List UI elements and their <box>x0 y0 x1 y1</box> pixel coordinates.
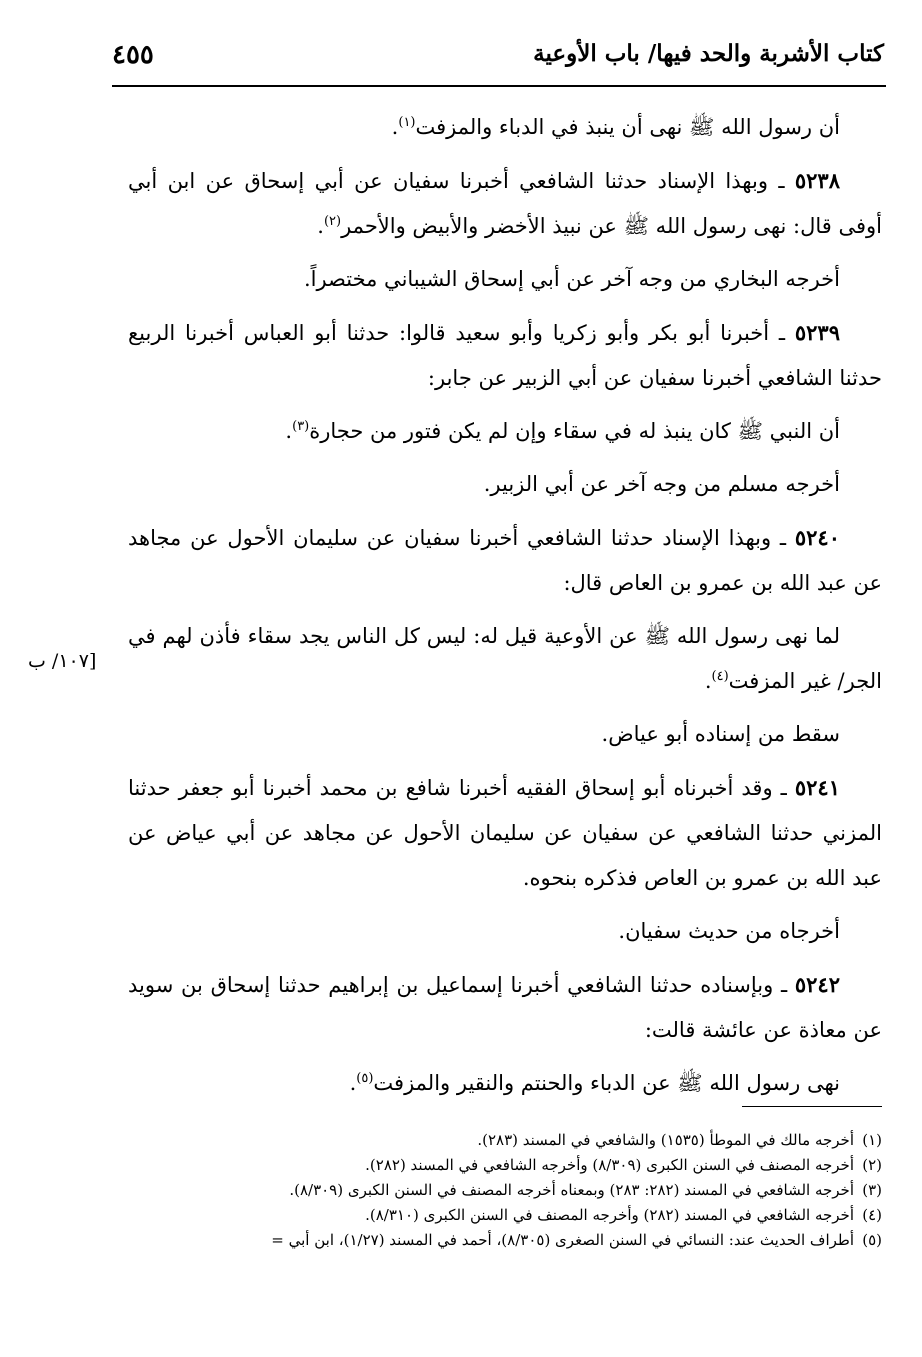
hadith-entry-5240: ٥٢٤٠ ـ وبهذا الإسناد حدثنا الشافعي أخبرنا سفيان عن سليمان الأحول عن مجاهد عن عبد الله بن عمرو بن العاص قال: <box>128 525 882 595</box>
footnote: (٤)أخرجه الشافعي في المسند (٢٨٢) وأخرجه المصنف في السنن الكبرى (٨/٣١٠). <box>365 1206 882 1224</box>
hadith-entry-5241: ٥٢٤١ ـ وقد أخبرناه أبو إسحاق الفقيه أخبرنا شافع بن محمد أخبرنا أبو جعفر حدثنا المزني حدثنا الشافعي عن سفيان عن سليمان الأحول عن مجاهد عن أبي عياض عن عبد الله بن عمرو بن العاص فذكره بنحوه. <box>128 775 882 890</box>
hadith-text: أن النبي ﷺ كان ينبذ له في سقاء وإن لم يكن فتور من حجارة$^{(٣)}$. <box>285 419 840 443</box>
footnote-ref[interactable]: (٤) <box>711 669 729 684</box>
hadith-entry-5239: ٥٢٣٩ ـ أخبرنا أبو بكر وأبو زكريا وأبو سعيد قالوا: حدثنا أبو العباس أخبرنا الربيع حدثنا الشافعي أخبرنا سفيان عن أبي الزبير عن جابر: <box>128 320 882 390</box>
commentary: أخرجه البخاري من وجه آخر عن أبي إسحاق الشيباني مختصراً. <box>303 267 840 291</box>
commentary: سقط من إسناده أبو عياض. <box>601 722 840 746</box>
hadith-text: نهى رسول الله ﷺ عن الدباء والحنتم والنقير والمزفت$^{(٥)}$. <box>349 1071 840 1095</box>
footnote: (٣)أخرجه الشافعي في المسند (٢٨٢: ٢٨٣) وبمعناه أخرجه المصنف في السنن الكبرى (٨/٣٠٩). <box>289 1181 882 1199</box>
manuscript-folio-marker: [١٠٧/ ب <box>28 650 97 672</box>
footnote: (٢)أخرجه المصنف في السنن الكبرى (٨/٣٠٩) وأخرجه الشافعي في المسند (٢٨٢). <box>365 1156 882 1174</box>
footnote: (١)أخرجه مالك في الموطأ (١٥٣٥) والشافعي في المسند (٢٨٣). <box>477 1131 882 1149</box>
footnote-ref[interactable]: (٣) <box>292 419 310 434</box>
footnote-ref[interactable]: (٥) <box>356 1071 374 1086</box>
header-rule <box>112 85 886 87</box>
page-header <box>112 40 884 80</box>
footnote-ref[interactable]: (٢) <box>323 214 342 229</box>
hadith-entry-5238: ٥٢٣٨ ـ وبهذا الإسناد حدثنا الشافعي أخبرنا سفيان عن أبي إسحاق عن ابن أبي أوفى قال: نهى رسول الله ﷺ عن نبيذ الأخضر والأبيض والأحمر$^{(٢)}$. <box>128 168 882 238</box>
hadith-text: أن رسول الله ﷺ نهى أن ينبذ في الدباء والمزفت$^{(١)}$. <box>391 115 840 139</box>
hadith-number: ٥٢٣٨ <box>794 168 840 193</box>
running-title: كتاب الأشربة والحد فيها/ باب الأوعية <box>533 40 884 67</box>
footnotes <box>120 1128 882 1253</box>
footnote-ref[interactable]: (١) <box>398 115 416 130</box>
commentary: أخرجاه من حديث سفيان. <box>618 919 840 943</box>
main-text <box>128 105 882 1114</box>
hadith-number: ٥٢٣٩ <box>794 320 840 345</box>
hadith-text: لما نهى رسول الله ﷺ عن الأوعية قيل له: ليس كل الناس يجد سقاء فأذن لهم في الجر/ غير المزفت$^{(٤)}$. <box>128 624 882 693</box>
hadith-entry-5242: ٥٢٤٢ ـ وبإسناده حدثنا الشافعي أخبرنا إسماعيل بن إبراهيم حدثنا إسحاق بن سويد عن معاذة عن عائشة قالت: <box>128 972 882 1042</box>
page-number: ٤٥٥ <box>112 40 154 70</box>
hadith-number: ٥٢٤٠ <box>794 525 840 550</box>
hadith-number: ٥٢٤١ <box>794 775 840 800</box>
footnote: (٥)أطراف الحديث عند: النسائي في السنن الصغرى (٨/٣٠٥)، أحمد في المسند (١/٢٧)، ابن أبي = <box>271 1231 882 1249</box>
commentary: أخرجه مسلم من وجه آخر عن أبي الزبير. <box>483 472 840 496</box>
hadith-number: ٥٢٤٢ <box>794 972 840 997</box>
footnote-separator <box>742 1106 882 1107</box>
